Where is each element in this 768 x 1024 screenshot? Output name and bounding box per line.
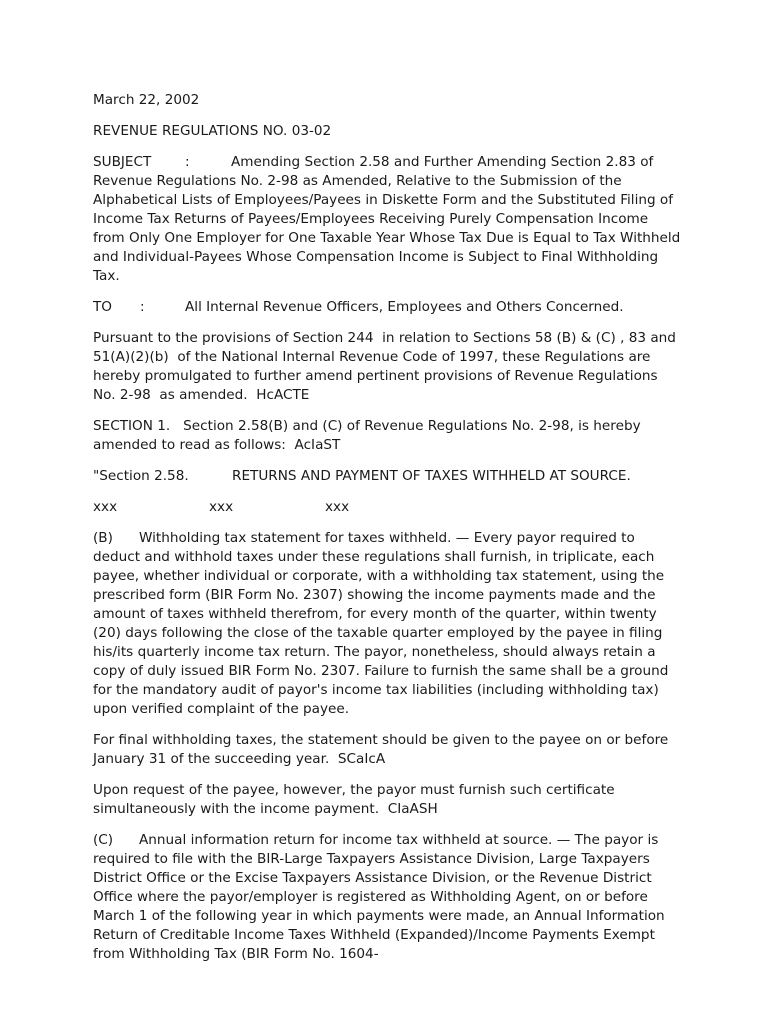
subsection-c-text: Annual information return for income tax withheld at source. — The payor is required to file with the BIR-Large Taxpayers Assistance Division, Large Taxpayers District Office or the Excise Taxpayers Assistance Division, or the Revenue District Office where the payor/employer is registered as Withholding Agent, on or before March 1 of the following year in which payments were made, an Annual Information Return of Creditable Income Taxes Withheld (Expanded)/Income Payments Exempt from Withholding Tax (BIR Form No. 1604- bbox=[93, 832, 669, 962]
section-258-title: RETURNS AND PAYMENT OF TAXES WITHHELD AT SOURCE. bbox=[232, 468, 631, 484]
omission-marker: xxx bbox=[209, 499, 234, 515]
document-page bbox=[93, 91, 683, 976]
to-paragraph bbox=[93, 298, 683, 317]
section-258-heading bbox=[93, 467, 683, 486]
subsection-c-paragraph bbox=[93, 831, 683, 964]
omission-markers bbox=[93, 498, 683, 517]
subsection-b-label: (B) bbox=[93, 530, 113, 546]
to-text: All Internal Revenue Officers, Employees and Others Concerned. bbox=[185, 299, 624, 315]
subsection-c-label: (C) bbox=[93, 832, 114, 848]
upon-request-paragraph: Upon request of the payee, however, the payor must furnish such certificate simultaneously with the income payment. CIaASH bbox=[93, 782, 619, 817]
section-258-label: "Section 2.58. bbox=[93, 468, 189, 484]
omission-marker: xxx bbox=[325, 499, 350, 515]
subsection-b-paragraph bbox=[93, 529, 683, 719]
subject-text: Amending Section 2.58 and Further Amending Section 2.83 of Revenue Regulations No. 2-98 as Amended, Relative to the Submission of the Alphabetical Lists of Employees/Payees in Diskette Form and the Substituted Filing of Income Tax Returns of Payees/Employees Receiving Purely Compensation Income from Only One Employer for One Taxable Year Whose Tax Due is Equal to Tax Withheld and Individual-Payees Whose Compensation Income is Subject to Final Withholding Tax. bbox=[93, 154, 685, 284]
final-withholding-paragraph: For final withholding taxes, the statement should be given to the payee on or before January 31 of the succeeding year. SCaIcA bbox=[93, 732, 673, 767]
to-colon: : bbox=[140, 299, 145, 315]
document-title: REVENUE REGULATIONS NO. 03-02 bbox=[93, 123, 332, 139]
subject-label: SUBJECT bbox=[93, 154, 152, 170]
pursuant-paragraph: Pursuant to the provisions of Section 244 in relation to Sections 58 (B) & (C) , 83 and 51(A)(2)(b) of the National Internal Revenue Code of 1997, these Regulations are hereby promulgated to further amend pertinent provisions of Revenue Regulations No. 2-98 as amended. HcACTE bbox=[93, 330, 681, 403]
subject-paragraph bbox=[93, 153, 683, 286]
subject-colon: : bbox=[185, 154, 190, 170]
subsection-b-text: Withholding tax statement for taxes withheld. — Every payor required to deduct and withhold taxes under these regulations shall furnish, in triplicate, each payee, whether individual or corporate, with a withholding tax statement, using the prescribed form (BIR Form No. 2307) showing the income payments made and the amount of taxes withheld therefrom, for every month of the quarter, within twenty (20) days following the close of the taxable quarter employed by the payee in filing his/its quarterly income tax return. The payor, nonetheless, should always retain a copy of duly issued BIR Form No. 2307. Failure to furnish the same shall be a ground for the mandatory audit of payor's income tax liabilities (including withholding tax) upon verified complaint of the payee. bbox=[93, 530, 673, 717]
section-1-paragraph: SECTION 1. Section 2.58(B) and (C) of Revenue Regulations No. 2-98, is hereby amended to read as follows: AcIaST bbox=[93, 418, 645, 453]
document-date: March 22, 2002 bbox=[93, 92, 200, 108]
to-label: TO bbox=[93, 299, 113, 315]
omission-marker: xxx bbox=[93, 499, 118, 515]
